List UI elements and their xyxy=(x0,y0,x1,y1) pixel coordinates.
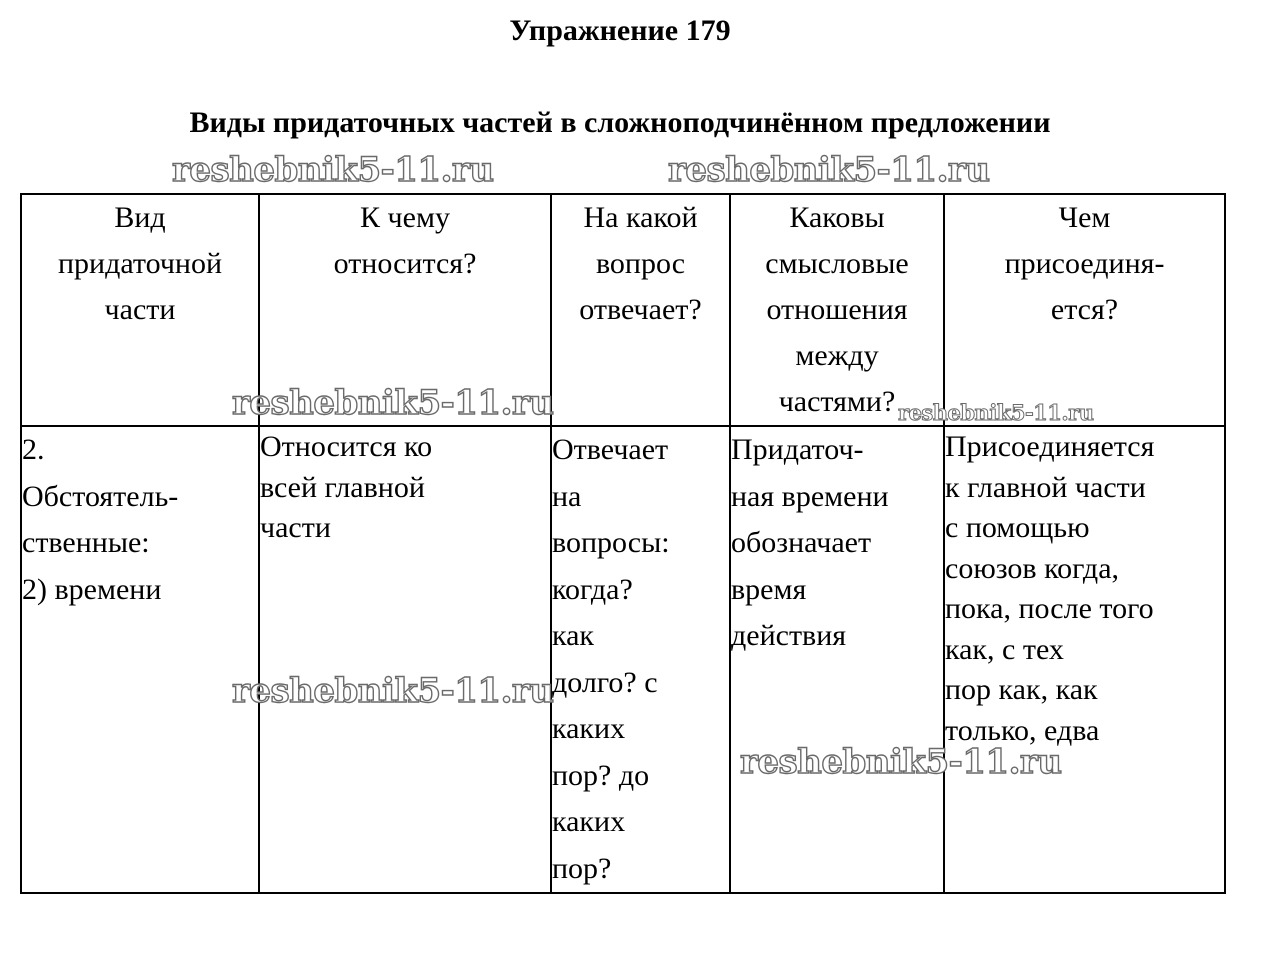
table-caption: Виды придаточных частей в сложноподчинённом предложении xyxy=(189,106,1051,139)
header-question-text: На какой вопрос отвечает? xyxy=(579,201,702,326)
exercise-title: Упражнение 179 xyxy=(509,14,731,47)
header-semantic-relations xyxy=(730,194,944,426)
watermark-4: reshebnik5-11.ru xyxy=(898,400,1094,425)
cell-clause-type xyxy=(21,426,259,893)
watermark-5: reshebnik5-11.ru xyxy=(232,671,554,711)
cell-semantic-relations-text: Придаточ- ная времени обозначает время действия xyxy=(731,433,889,652)
header-semantic-relations-text: Каковы смысловые отношения между частями? xyxy=(765,201,909,418)
cell-relates-to-text: Относится ко всей главной части xyxy=(260,430,433,544)
cell-clause-type-text: 2. Обстоятель- ственные: 2) времени xyxy=(22,433,179,606)
cell-relates-to xyxy=(259,426,551,893)
cell-semantic-relations xyxy=(730,426,944,893)
header-clause-type-text: Вид придаточной части xyxy=(57,201,223,326)
cell-question-text: Отвечает на вопросы: когда? как долго? с каких пор? до каких пор? xyxy=(552,433,670,885)
watermark-2: reshebnik5-11.ru xyxy=(668,150,990,190)
header-question xyxy=(551,194,730,426)
header-relates-to-text: К чему относится? xyxy=(333,201,477,280)
table-header-row xyxy=(21,194,1225,426)
header-clause-type xyxy=(21,194,259,426)
cell-connector xyxy=(944,426,1225,893)
clause-types-table xyxy=(20,193,1226,894)
watermark-1: reshebnik5-11.ru xyxy=(172,150,494,190)
watermark-3: reshebnik5-11.ru xyxy=(232,383,554,423)
watermark-6: reshebnik5-11.ru xyxy=(740,742,1062,782)
table-row xyxy=(21,426,1225,893)
cell-connector-text: Присоединяется к главной части с помощью союзов когда, пока, после того как, с тех пор как, как только, едва xyxy=(945,430,1155,747)
header-connector-text: Чем присоединя- ется? xyxy=(1004,201,1165,326)
cell-question xyxy=(551,426,730,893)
header-connector xyxy=(944,194,1225,426)
